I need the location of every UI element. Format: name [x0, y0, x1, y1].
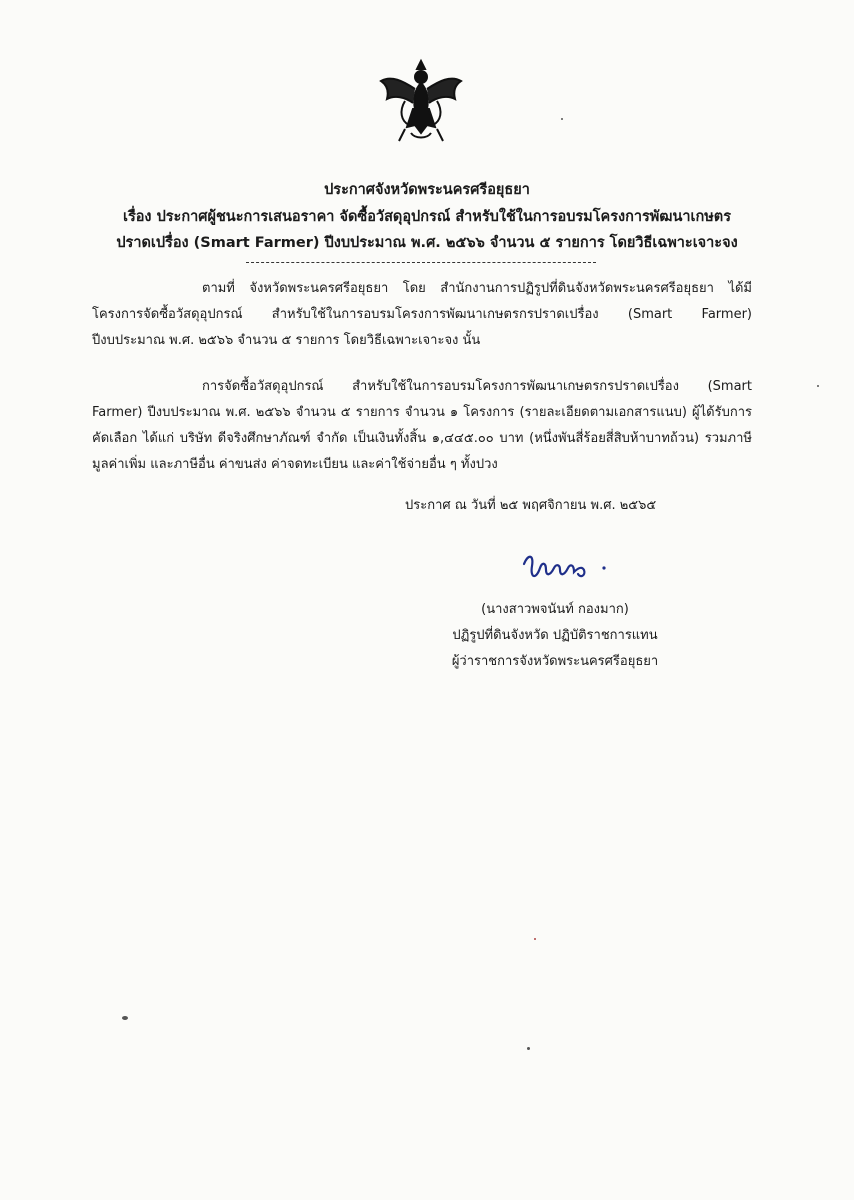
- signatory-position-2: ผู้ว่าราชการจังหวัดพระนครศรีอยุธยา: [451, 654, 659, 669]
- paper-speck: [817, 385, 819, 387]
- handwritten-signature: [520, 550, 640, 590]
- subject-line-2: ปราดเปรื่อง (Smart Farmer) ปีงบประมาณ พ.ศ. ๒๕๖๖ จำนวน ๕ รายการ โดยวิธีเฉพาะเจาะจง: [116, 235, 738, 251]
- paper-speck: [561, 118, 563, 120]
- garuda-emblem-icon: [375, 55, 467, 147]
- subject-line-1: เรื่อง ประกาศผู้ชนะการเสนอราคา จัดซื้อวัสดุอุปกรณ์ สำหรับใช้ในการอบรมโครงการพัฒนาเกษตร: [122, 209, 732, 225]
- announcement-title: ประกาศจังหวัดพระนครศรีอยุธยา: [324, 182, 530, 198]
- body-paragraph-2: การจัดซื้อวัสดุอุปกรณ์ สำหรับใช้ในการอบรมโครงการพัฒนาเกษตรกรปราดเปรื่อง (Smart Farmer) ปีงบประมาณ พ.ศ. ๒๕๖๖ จำนวน ๕ รายการ จำนวน ๑ โครงการ (รายละเอียดตามเอกสารแนบ) ผู้ได้รับการคัดเลือก ได้แก่ บริษัท ดีจริงศึกษาภัณฑ์ จำกัด เป็นเงินทั้งสิ้น ๑,๔๔๕.๐๐ บาท (หนึ่งพันสี่ร้อยสี่สิบห้าบาทถ้วน) รวมภาษีมูลค่าเพิ่ม และภาษีอื่น ค่าขนส่ง ค่าจดทะเบียน และค่าใช้จ่ายอื่น ๆ ทั้งปวง: [92, 379, 752, 472]
- divider: [246, 262, 596, 263]
- announcement-date: ประกาศ ณ วันที่ ๒๕ พฤศจิกายน พ.ศ. ๒๕๖๕: [405, 498, 657, 513]
- paper-speck: [527, 1047, 530, 1050]
- paper-speck: [534, 938, 536, 940]
- body-paragraph-1: ตามที่ จังหวัดพระนครศรีอยุธยา โดย สำนักงานการปฏิรูปที่ดินจังหวัดพระนครศรีอยุธยา ได้มีโครงการจัดซื้อวัสดุอุปกรณ์ สำหรับใช้ในการอบรมโครงการพัฒนาเกษตรกรปราดเปรื่อง (Smart Farmer) ปีงบประมาณ พ.ศ. ๒๕๖๖ จำนวน ๕ รายการ โดยวิธีเฉพาะเจาะจง นั้น: [92, 281, 752, 348]
- signatory-name: (นางสาวพจนันท์ กองมาก): [481, 602, 629, 617]
- paper-speck: [122, 1016, 128, 1020]
- signatory-position-1: ปฏิรูปที่ดินจังหวัด ปฏิบัติราชการแทน: [452, 628, 658, 643]
